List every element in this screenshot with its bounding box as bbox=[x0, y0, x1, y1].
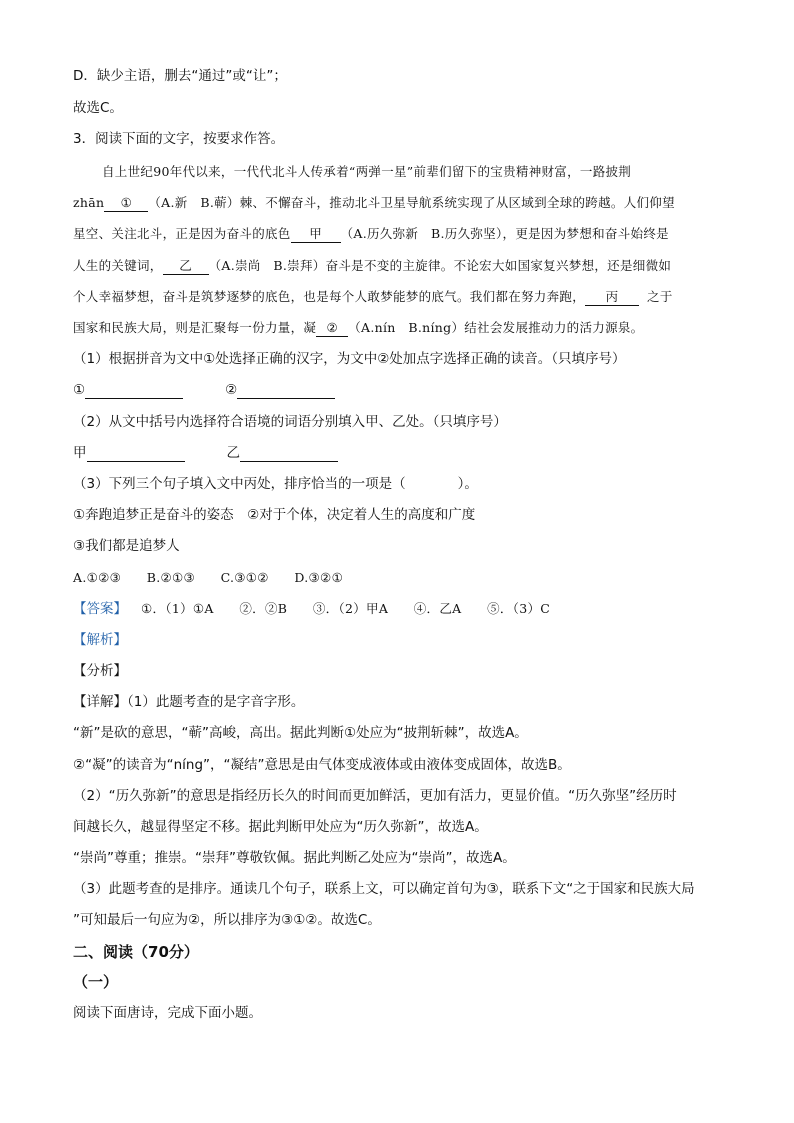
passage-line-4-text-b: （A.崇尚 B.崇拜）奋斗是不变的主旋律。不论宏大如国家复兴梦想，还是细微如 bbox=[208, 258, 672, 273]
section-heading: 二、阅读（70分） bbox=[73, 943, 199, 961]
answer-label: 【答案】 bbox=[73, 601, 127, 617]
passage-line-2-text: （A.新 B.蕲）棘、不懈奋斗，推动北斗卫星导航系统实现了从区域到全球的跨越。人们仰望 bbox=[148, 195, 675, 210]
answer-slot-jia bbox=[87, 445, 185, 462]
passage-line-3-text-a: 星空、关注北斗，正是因为奋斗的底色 bbox=[73, 226, 291, 241]
sentence-options-2: ③我们都是追梦人 bbox=[73, 538, 180, 554]
detail-para-5: “崇尚”尊重；推崇。“崇拜”尊敬钦佩。据此判断乙处应为“崇尚”，故选A。 bbox=[73, 850, 516, 866]
blank-yi: 乙 bbox=[163, 258, 209, 275]
sub-question-3 bbox=[73, 475, 478, 493]
passage-line-6-text-a: 国家和民族大局，则是汇聚每一份力量，凝 bbox=[73, 320, 317, 335]
section-instruction: 阅读下面唐诗，完成下面小题。 bbox=[73, 1005, 262, 1021]
sub-question-3-text: （3）下列三个句子填入文中丙处，排序恰当的一项是（ bbox=[73, 476, 406, 492]
sub-section-heading: （一） bbox=[73, 973, 119, 991]
detail-label: 【详解】 bbox=[73, 694, 127, 710]
detail-para-1: “新”是砍的意思，“蕲”高峻，高出。据此判断①处应为“披荆斩棘”，故选A。 bbox=[73, 725, 528, 741]
passage-line-4 bbox=[73, 257, 671, 275]
answer-slot-1 bbox=[85, 382, 183, 399]
answer-slot-jia-label: 甲 bbox=[73, 445, 87, 461]
answer-line bbox=[73, 600, 550, 618]
passage-line-1: 自上世纪90年代以来，一代代北斗人传承着“两弹一星”前辈们留下的宝贵精神财富，一路披荆 bbox=[102, 164, 632, 179]
fenxi-label: 【分析】 bbox=[73, 663, 127, 679]
detail-para-4: 间越长久，越显得坚定不移。据此判断甲处应为“历久弥新”，故选A。 bbox=[73, 819, 488, 835]
passage-line-6 bbox=[73, 319, 643, 337]
answer-slot-2 bbox=[237, 382, 335, 399]
passage-line-5-text-b: 之于 bbox=[647, 289, 673, 304]
answer-choice-line: 故选C。 bbox=[73, 100, 123, 116]
answer-slot-yi bbox=[240, 445, 338, 462]
sentence-options-1: ①奔跑追梦正是奋斗的姿态 ②对于个体，决定着人生的高度和广度 bbox=[73, 507, 476, 523]
blank-jia: 甲 bbox=[291, 226, 341, 243]
analysis-label: 【解析】 bbox=[73, 632, 127, 648]
answer-content: ①．（1）①A ②．②B ③．（2）甲A ④．乙A ⑤．（3）C bbox=[141, 601, 551, 616]
sub-question-1-blanks bbox=[73, 381, 335, 399]
detail-para-6: （3）此题考查的是排序。通读几个句子，联系上文，可以确定首句为③，联系下文“之于国家和民族大局 bbox=[73, 881, 695, 897]
choice-options: A.①②③ B.②①③ C.③①② D.③②① bbox=[73, 570, 344, 585]
passage-line-3-text-b: （A.历久弥新 B.历久弥坚），更是因为梦想和奋斗始终是 bbox=[340, 226, 669, 241]
answer-slot-yi-label: 乙 bbox=[226, 445, 240, 461]
blank-1: ① bbox=[104, 195, 148, 212]
passage-line-5 bbox=[73, 288, 673, 306]
passage-line-5-text-a: 个人幸福梦想，奋斗是筑梦逐梦的底色，也是每个人敢梦能梦的底气。我们都在努力奔跑， bbox=[73, 289, 586, 304]
answer-slot-2-label: ② bbox=[225, 382, 238, 398]
detail-line bbox=[73, 693, 304, 711]
passage-line-3 bbox=[73, 225, 669, 243]
sub-question-2: （2）从文中括号内选择符合语境的词语分别填入甲、乙处。（只填序号） bbox=[73, 414, 507, 430]
pinyin-zhan: zhān bbox=[73, 195, 105, 210]
passage-line-2 bbox=[73, 194, 675, 212]
option-d-line: D．缺少主语，删去“通过”或“让”； bbox=[73, 68, 287, 84]
answer-slot-1-label: ① bbox=[73, 382, 86, 398]
detail-para-3: （2）“历久弥新”的意思是指经历长久的时间而更加鲜活，更加有活力，更显价值。“历久弥坚”经历时 bbox=[73, 788, 677, 804]
detail-text: （1）此题考查的是字音字形。 bbox=[127, 694, 305, 710]
sub-question-2-blanks bbox=[73, 444, 338, 462]
sub-question-3-close: ）。 bbox=[457, 476, 478, 492]
detail-para-7: ”可知最后一句应为②，所以排序为③①②。故选C。 bbox=[73, 912, 381, 928]
question-3-title: 3．阅读下面的文字，按要求作答。 bbox=[73, 131, 285, 147]
passage-line-6-text-b: （A.nín B.níng）结社会发展推动力的活力源泉。 bbox=[348, 320, 644, 335]
blank-2: ② bbox=[316, 320, 348, 337]
passage-line-4-text-a: 人生的关键词， bbox=[73, 258, 163, 273]
blank-bing: 丙 bbox=[585, 289, 639, 306]
detail-para-2: ②“凝”的读音为“níng”，“凝结”意思是由气体变成液体或由液体变成固体，故选B。 bbox=[73, 757, 571, 773]
sub-question-1: （1）根据拼音为文中①处选择正确的汉字，为文中②处加点字选择正确的读音。（只填序号） bbox=[73, 351, 626, 367]
